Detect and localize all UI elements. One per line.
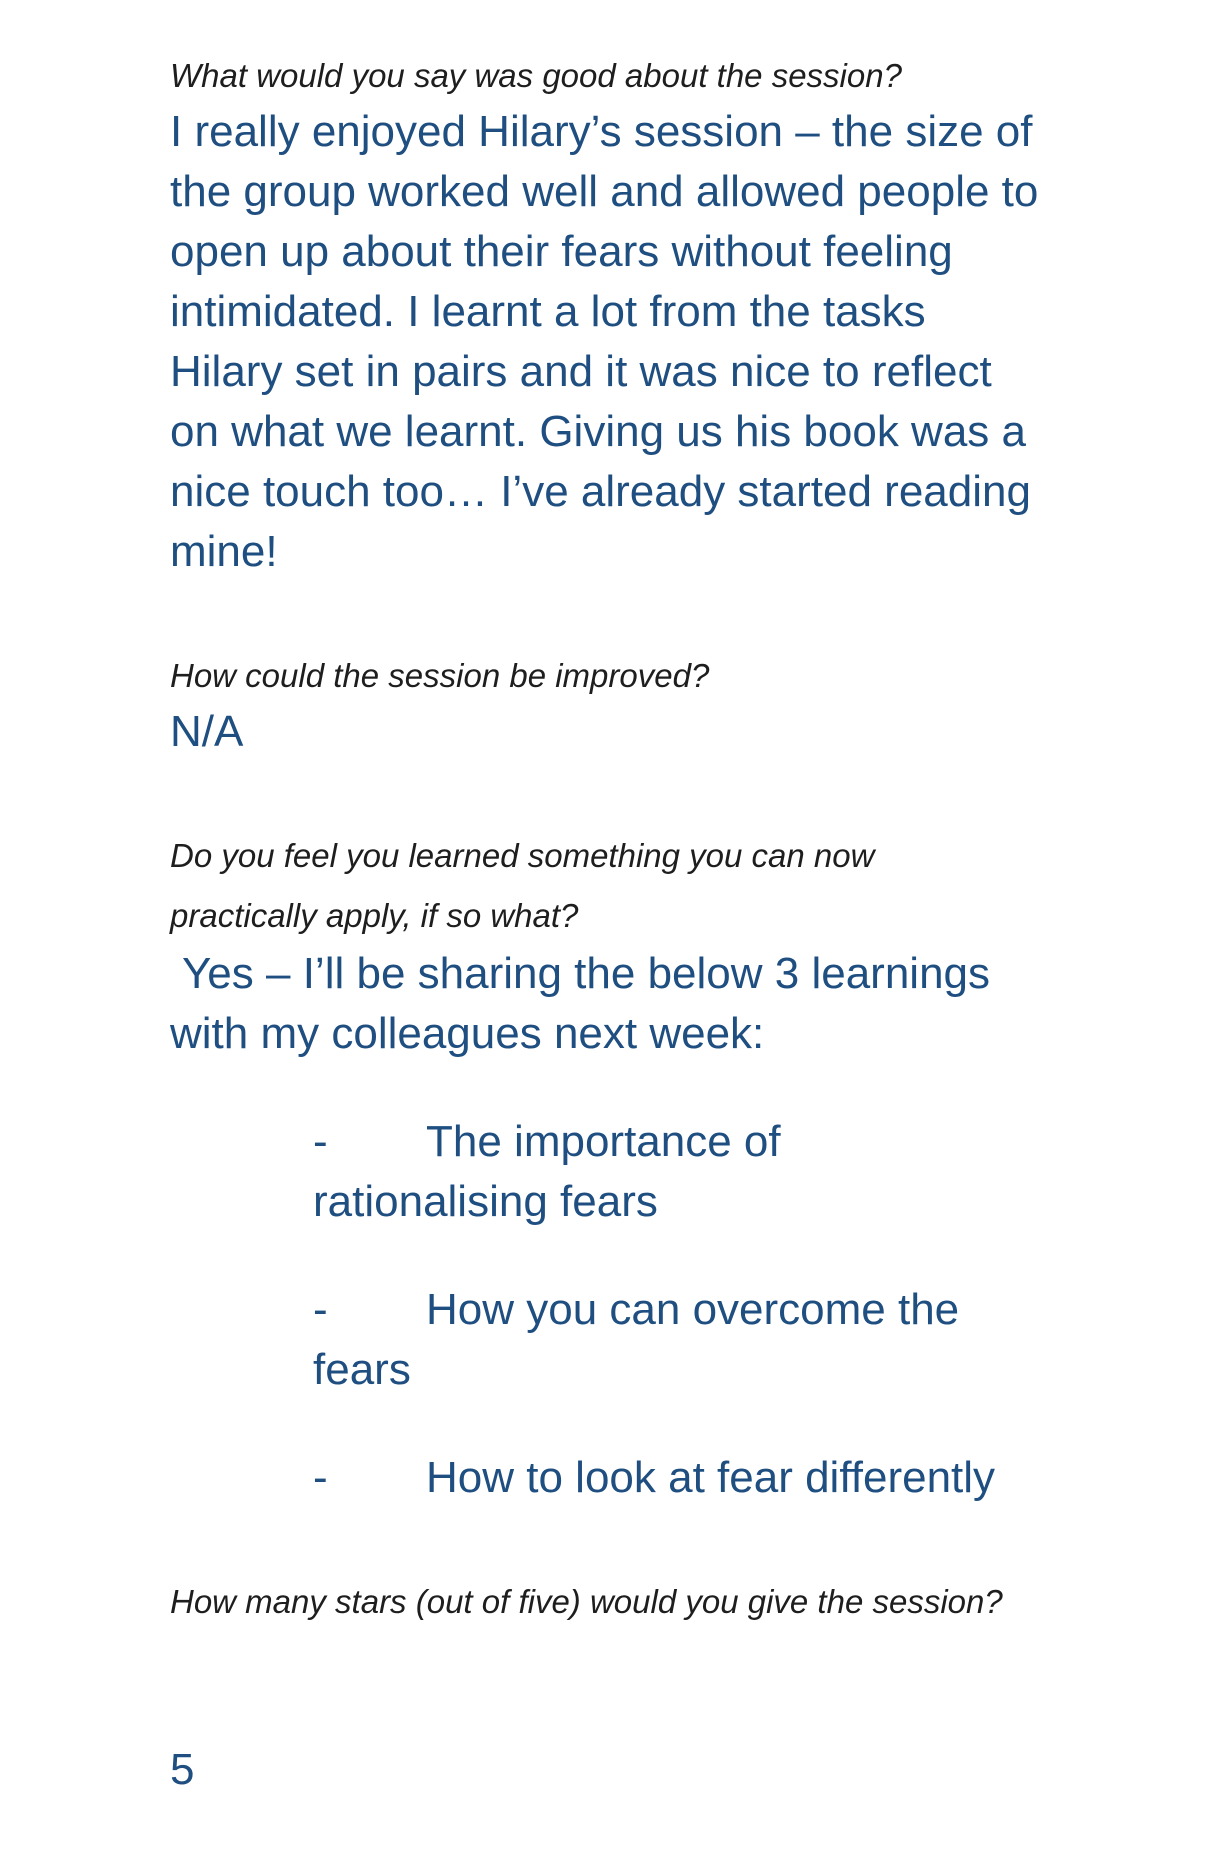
learning-bullet-1	[313, 1112, 913, 1232]
answer-good-about-session: I really enjoyed Hilary’s session – the size of the group worked well and allowed people to open up about their fears without feeling intimidated. I learnt a lot from the tasks Hilary set in pairs and it was nice to reflect on what we learnt. Giving us his book was a nice touch too… I’ve already started reading mine!	[170, 107, 1039, 576]
bullet-dash: -	[313, 1117, 328, 1166]
answer-star-rating: 5	[170, 1745, 195, 1794]
bullet-dash: -	[313, 1453, 328, 1502]
question-good-about-session: What would you say was good about the session?	[170, 57, 902, 94]
bullet-text: The importance of rationalising fears	[313, 1117, 781, 1226]
bullet-dash: -	[313, 1285, 328, 1334]
answer-how-improved: N/A	[170, 707, 244, 756]
question-practical-learning: Do you feel you learned something you can now practically apply, if so what?	[170, 837, 875, 934]
learning-bullet-3	[313, 1448, 1113, 1508]
bullet-text: How to look at fear differently	[426, 1453, 996, 1502]
bullet-text: How you can overcome the fears	[313, 1285, 960, 1394]
learning-bullet-2	[313, 1280, 1053, 1400]
question-star-rating: How many stars (out of five) would you give the session?	[170, 1583, 1003, 1620]
question-how-improved: How could the session be improved?	[170, 657, 710, 694]
answer-practical-learning: Yes – I’ll be sharing the below 3 learnings with my colleagues next week:	[170, 949, 991, 1058]
